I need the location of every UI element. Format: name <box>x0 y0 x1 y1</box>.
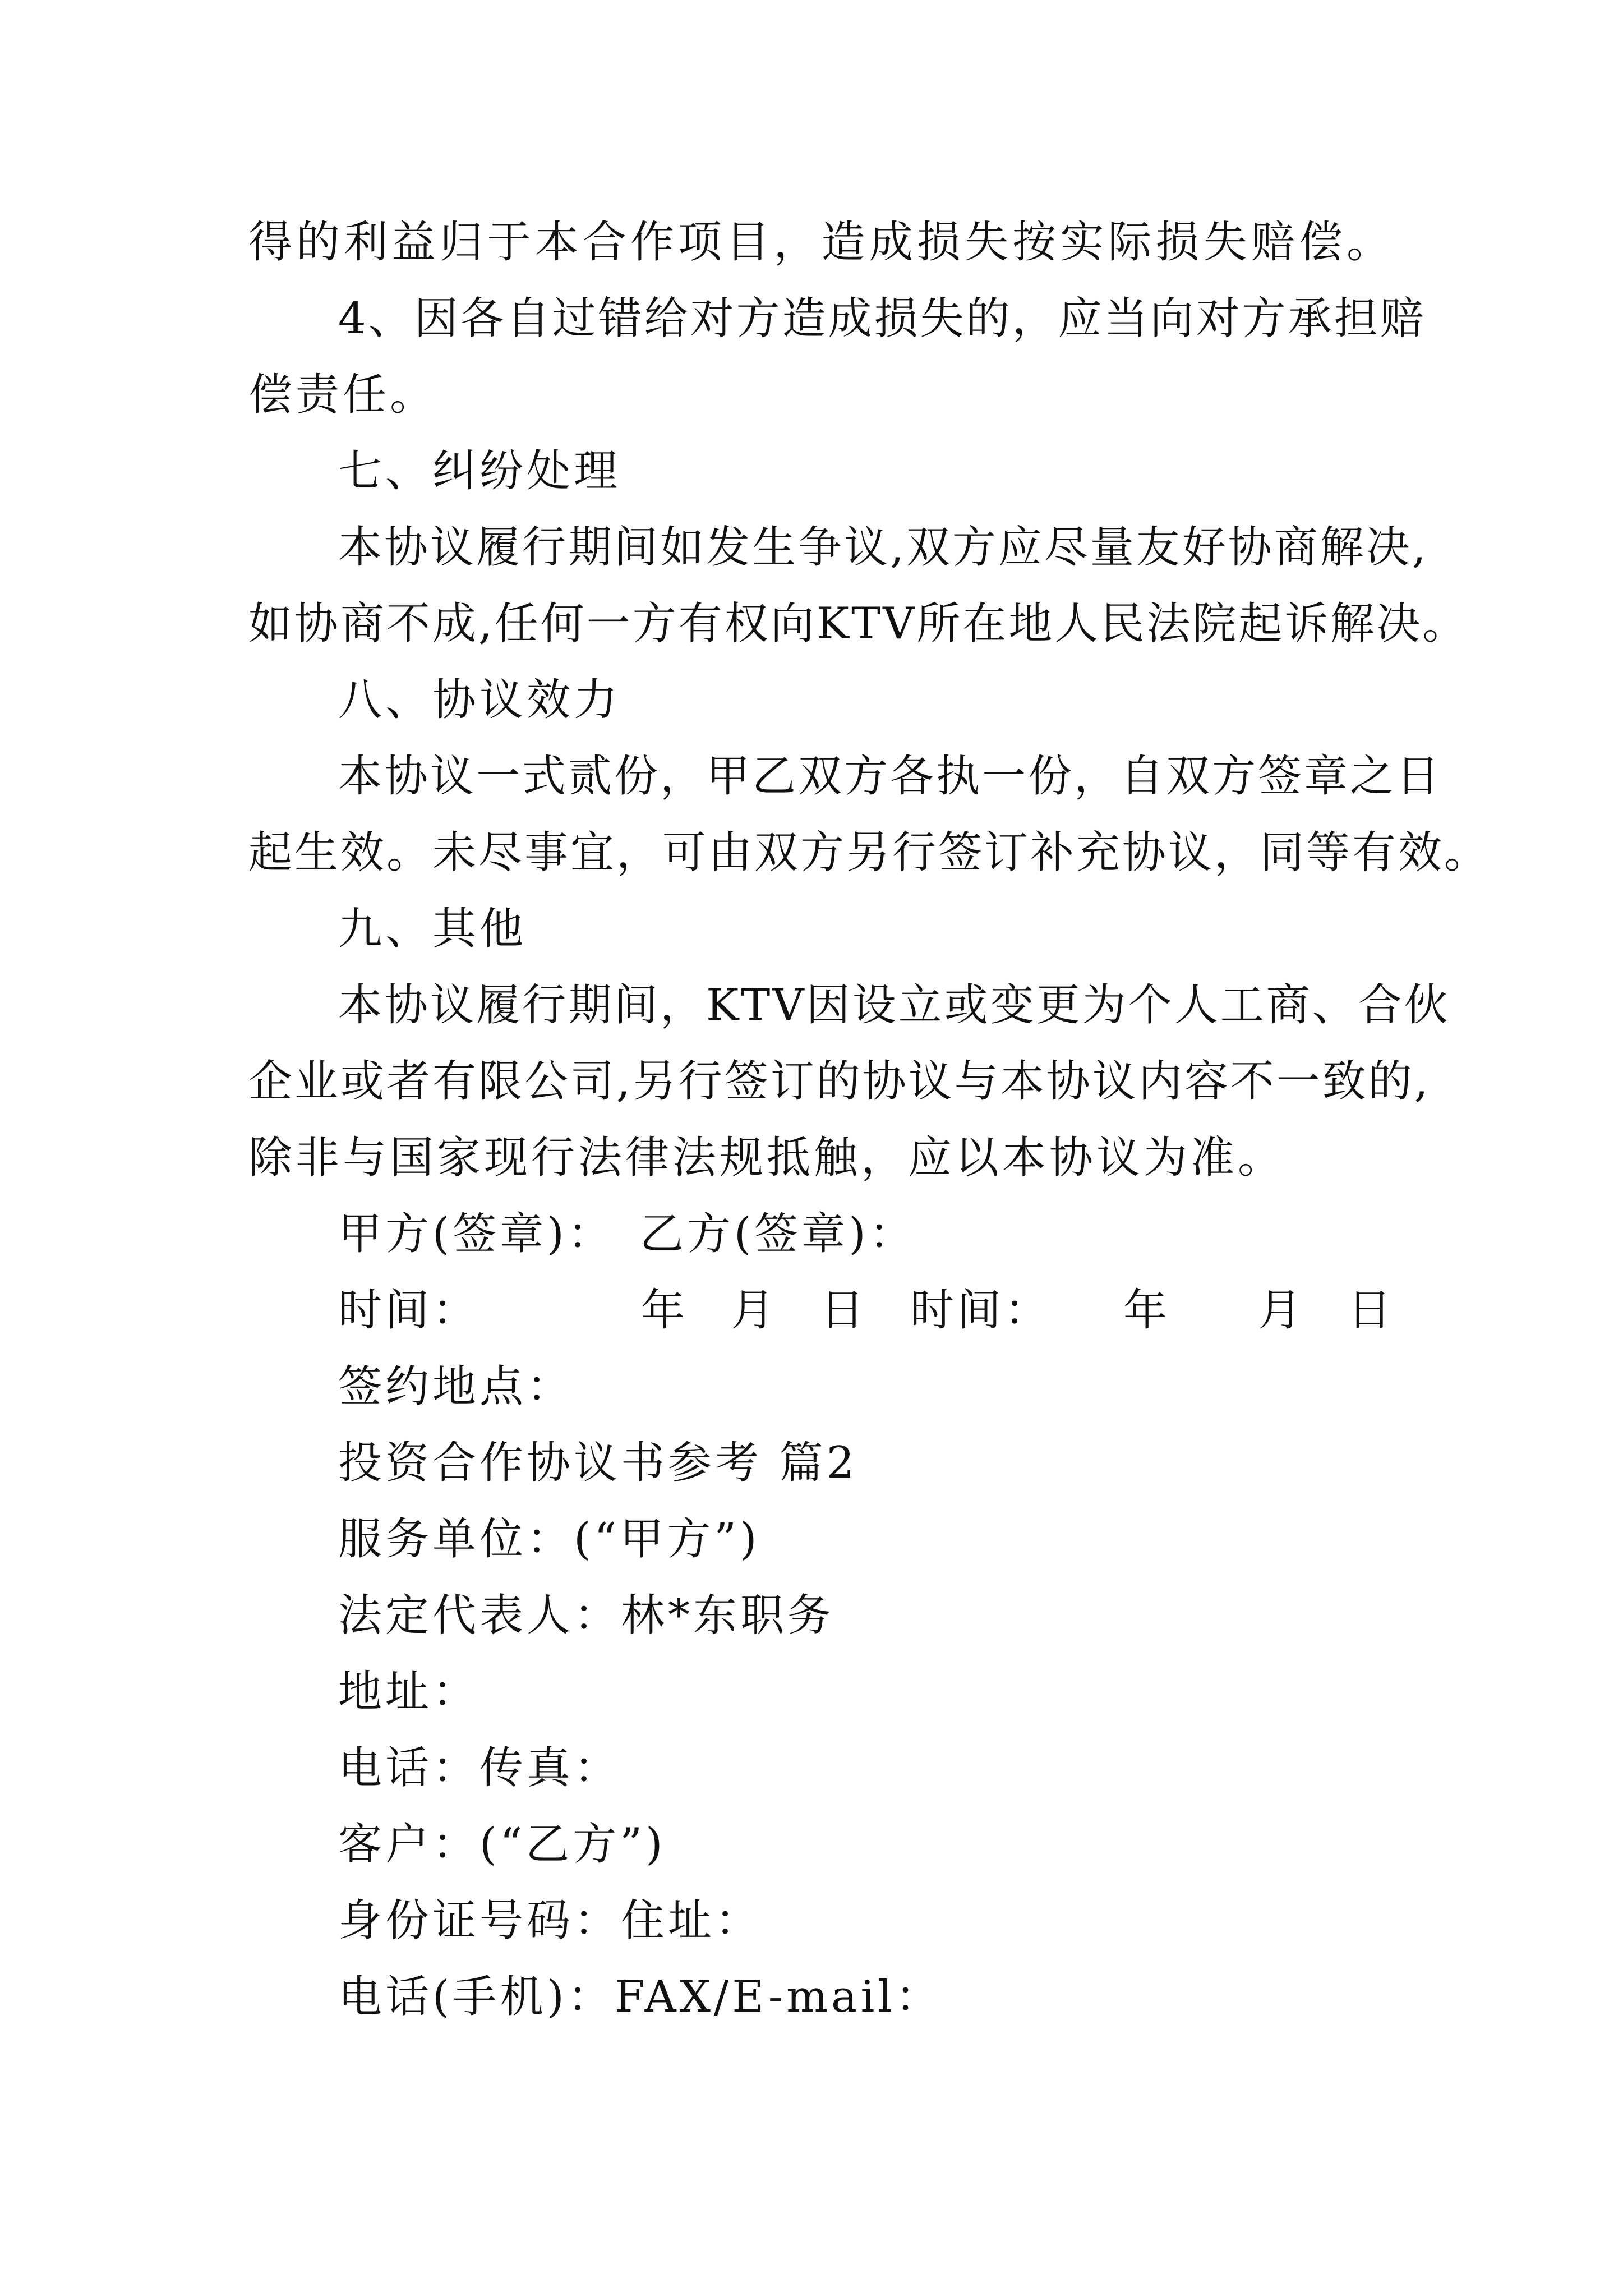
other-text-line-1: 本协议履行期间，KTV因设立或变更为个人工商、合伙 <box>338 980 1450 1030</box>
date-year-party-b: 年 <box>1123 1285 1171 1336</box>
signature-line: 甲方(签章)： 乙方(签章)： <box>338 1209 916 1259</box>
validity-text-line-2: 起生效。未尽事宜，可由双方另行签订补充协议，同等有效。 <box>248 827 1491 878</box>
id-address-field: 身份证号码：住址： <box>338 1895 763 1946</box>
phone-fax-field: 电话：传真： <box>338 1743 621 1793</box>
clause-4-line-2: 偿责任。 <box>248 370 437 420</box>
service-unit-field: 服务单位：(“甲方”) <box>338 1514 760 1565</box>
date-day-party-a: 日 <box>820 1285 868 1336</box>
mobile-fax-email-field: 电话(手机)：FAX/E-mail： <box>338 1972 943 2022</box>
section-heading-dispute: 七、纠纷处理 <box>338 446 621 496</box>
legal-representative-field: 法定代表人：林*东职务 <box>338 1590 835 1641</box>
dispute-text-line-2: 如协商不成,任何一方有权向KTV所在地人民法院起诉解决。 <box>248 599 1469 649</box>
dispute-text-line-1: 本协议履行期间如发生争议,双方应尽量友好协商解决, <box>338 522 1428 573</box>
date-label-party-a: 时间： <box>338 1285 480 1336</box>
date-label-party-b: 时间： <box>910 1285 1052 1336</box>
address-field: 地址： <box>338 1667 480 1717</box>
customer-field: 客户：(“乙方”) <box>338 1819 666 1870</box>
date-month-party-b: 月 <box>1258 1285 1306 1336</box>
validity-text-line-1: 本协议一式贰份，甲乙双方各执一份，自双方签章之日 <box>338 751 1442 802</box>
signing-place-label: 签约地点： <box>338 1361 574 1412</box>
article-2-title: 投资合作协议书参考 篇2 <box>338 1438 858 1488</box>
section-heading-other: 九、其他 <box>338 904 527 954</box>
text-line: 得的利益归于本合作项目，造成损失按实际损失赔偿。 <box>248 217 1393 268</box>
date-month-party-a: 月 <box>731 1285 778 1336</box>
date-day-party-b: 日 <box>1348 1285 1395 1336</box>
date-row <box>338 1283 1393 1337</box>
other-text-line-2: 企业或者有限公司,另行签订的协议与本协议内容不一致的, <box>248 1056 1431 1107</box>
other-text-line-3: 除非与国家现行法律法规抵触，应以本协议为准。 <box>248 1133 1285 1183</box>
clause-4-line-1: 4、因各自过错给对方造成损失的，应当向对方承担赔 <box>338 293 1426 344</box>
section-heading-validity: 八、协议效力 <box>338 675 621 725</box>
date-year-party-a: 年 <box>641 1285 689 1336</box>
